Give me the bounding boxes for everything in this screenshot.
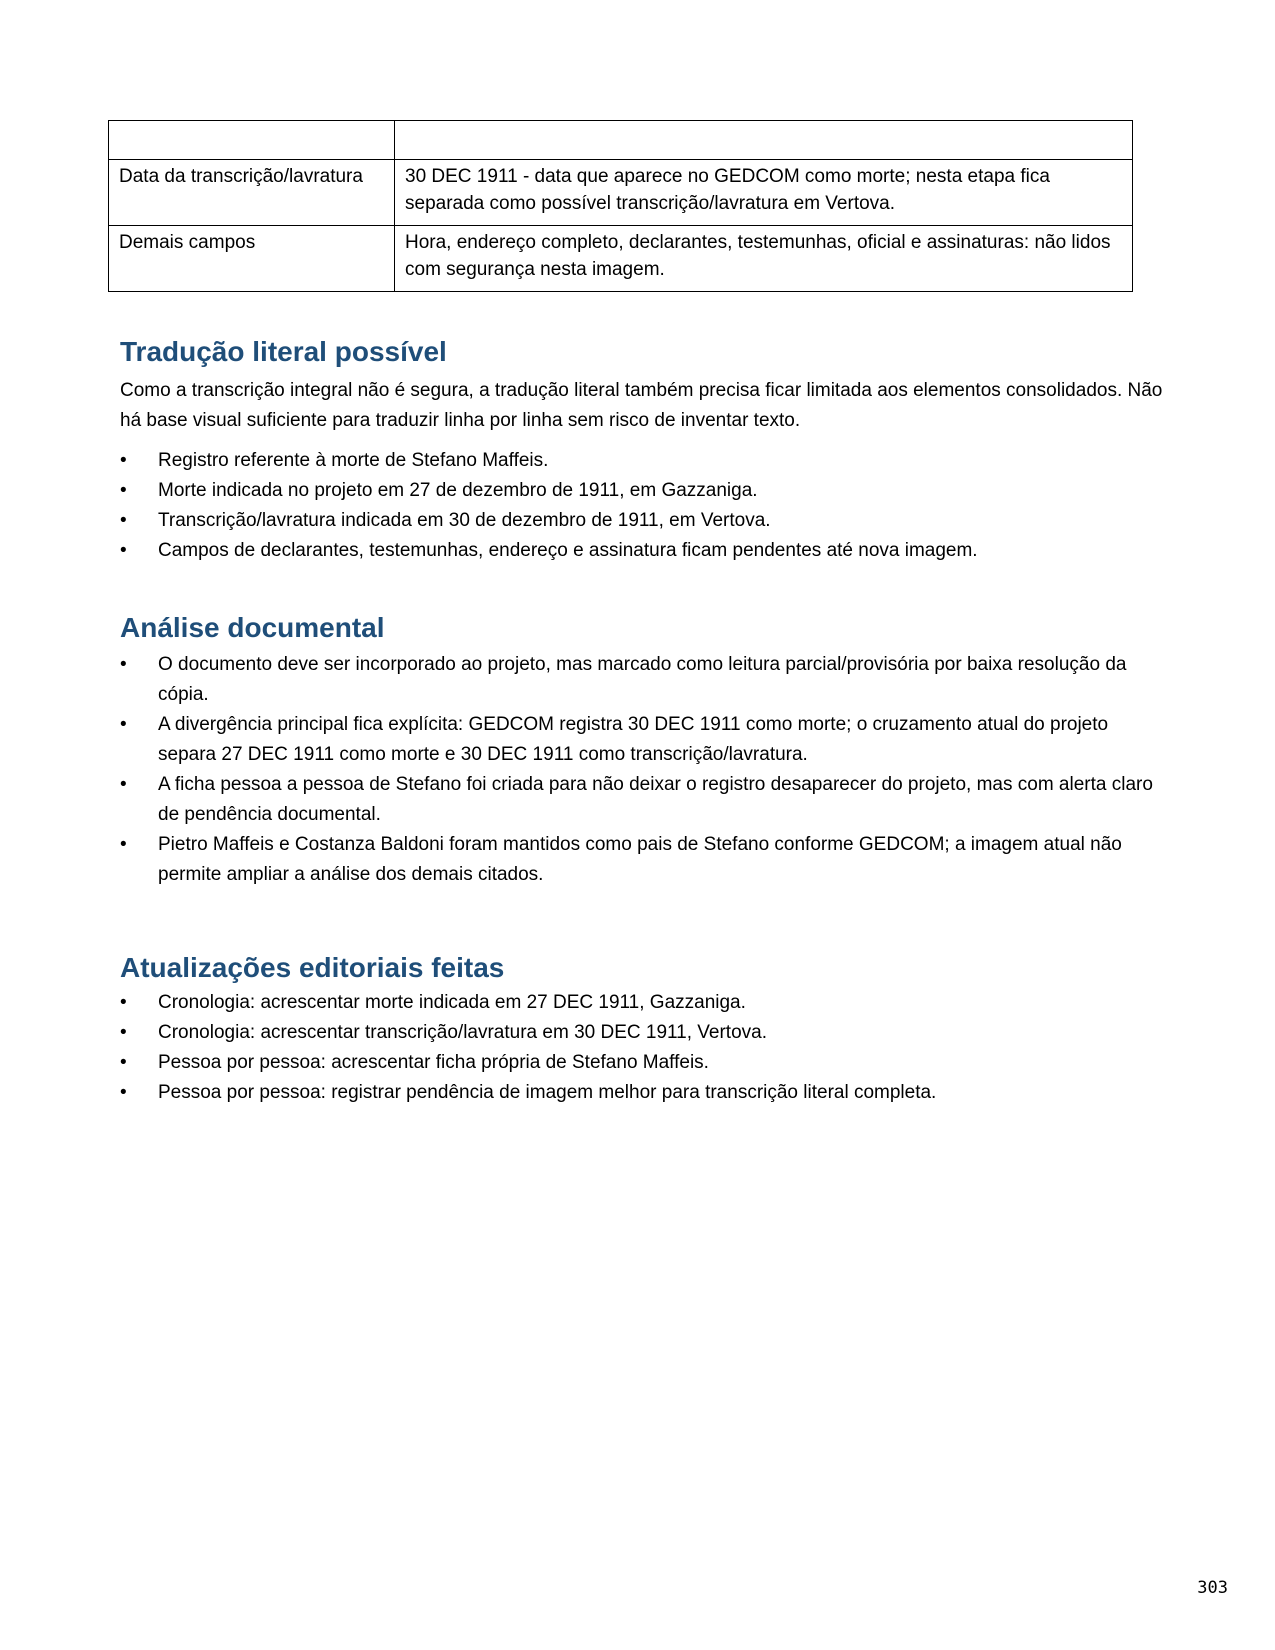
section-heading: Análise documental bbox=[120, 612, 385, 643]
bullet-list bbox=[120, 650, 1170, 890]
record-fields-table bbox=[108, 120, 1133, 292]
page-number: 303 bbox=[1197, 1578, 1228, 1598]
list-item: • Cronologia: acrescentar transcrição/lavratura em 30 DEC 1911, Vertova. bbox=[120, 1018, 1170, 1048]
list-item: • Pietro Maffeis e Costanza Baldoni foram mantidos como pais de Stefano conforme GEDCOM; a imagem atual não permite ampliar a análise dos demais citados. bbox=[120, 830, 1170, 890]
table-header-row bbox=[109, 121, 1133, 160]
list-item: • Morte indicada no projeto em 27 de dezembro de 1911, em Gazzaniga. bbox=[120, 476, 1170, 506]
table-header-cell bbox=[395, 121, 1133, 160]
section-heading: Atualizações editoriais feitas bbox=[120, 952, 505, 983]
section-traducao bbox=[120, 334, 1170, 566]
table-header-cell bbox=[109, 121, 395, 160]
list-item: • Pessoa por pessoa: acrescentar ficha própria de Stefano Maffeis. bbox=[120, 1048, 1170, 1078]
section-heading: Tradução literal possível bbox=[120, 336, 447, 367]
section-analise bbox=[120, 610, 1170, 890]
table-cell-value: Hora, endereço completo, declarantes, testemunhas, oficial e assinaturas: não lidos com segurança nesta imagem. bbox=[395, 226, 1133, 292]
section-paragraph: Como a transcrição integral não é segura, a tradução literal também precisa ficar limitada aos elementos consolidados. Não há base visual suficiente para traduzir linha por linha sem risco de inventar texto. bbox=[120, 380, 1163, 431]
table-cell-value: 30 DEC 1911 - data que aparece no GEDCOM como morte; nesta etapa fica separada como possível transcrição/lavratura em Vertova. bbox=[395, 160, 1133, 226]
list-item: • Pessoa por pessoa: registrar pendência de imagem melhor para transcrição literal completa. bbox=[120, 1078, 1170, 1108]
list-item: • A divergência principal fica explícita: GEDCOM registra 30 DEC 1911 como morte; o cruzamento atual do projeto separa 27 DEC 1911 como morte e 30 DEC 1911 como transcrição/lavratura. bbox=[120, 710, 1170, 770]
bullet-list bbox=[120, 446, 1170, 566]
list-item: • Cronologia: acrescentar morte indicada em 27 DEC 1911, Gazzaniga. bbox=[120, 988, 1170, 1018]
section-atualizacoes bbox=[120, 950, 1170, 1108]
list-item: • Transcrição/lavratura indicada em 30 de dezembro de 1911, em Vertova. bbox=[120, 506, 1170, 536]
table-cell-label: Demais campos bbox=[109, 226, 395, 292]
list-item: • Campos de declarantes, testemunhas, endereço e assinatura ficam pendentes até nova imagem. bbox=[120, 536, 1170, 566]
table-row bbox=[109, 160, 1133, 226]
table-row bbox=[109, 226, 1133, 292]
table-cell-label: Data da transcrição/lavratura bbox=[109, 160, 395, 226]
bullet-list bbox=[120, 988, 1170, 1108]
list-item: • Registro referente à morte de Stefano Maffeis. bbox=[120, 446, 1170, 476]
list-item: • A ficha pessoa a pessoa de Stefano foi criada para não deixar o registro desaparecer do projeto, mas com alerta claro de pendência documental. bbox=[120, 770, 1170, 830]
list-item: • O documento deve ser incorporado ao projeto, mas marcado como leitura parcial/provisória por baixa resolução da cópia. bbox=[120, 650, 1170, 710]
